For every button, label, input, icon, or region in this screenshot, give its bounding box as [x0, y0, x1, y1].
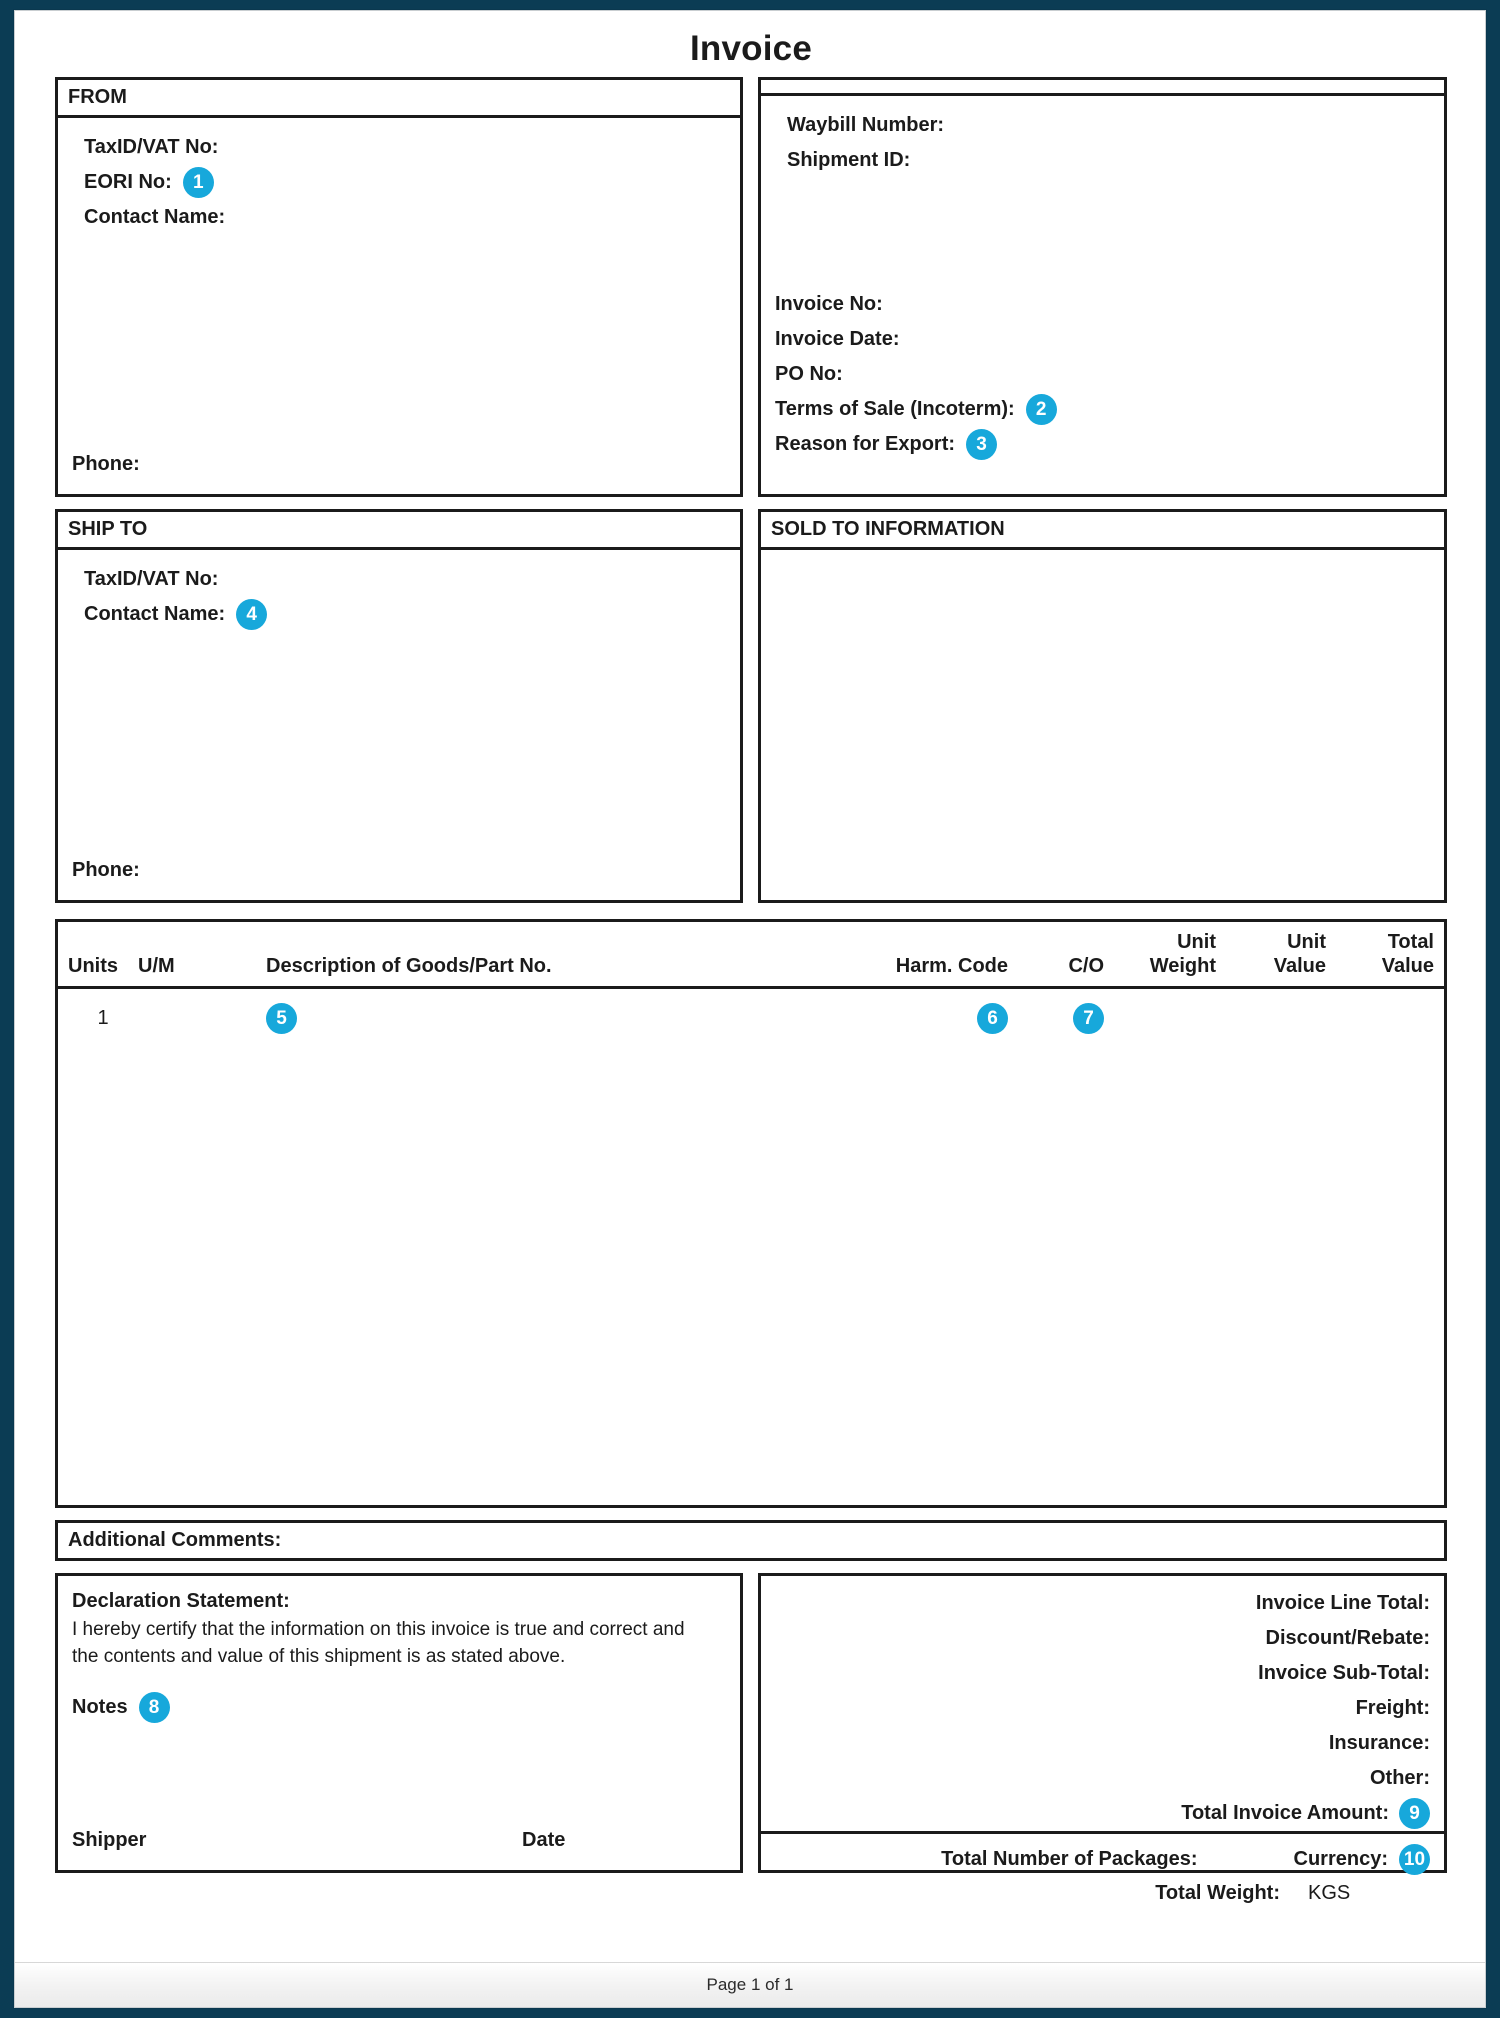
invoice-no-label: Invoice No:: [775, 293, 883, 315]
badge-10-currency[interactable]: 10: [1399, 1844, 1430, 1875]
column-header-unit-value-line1: Unit: [1287, 931, 1326, 953]
badge-9-total-invoice-amount[interactable]: 9: [1399, 1798, 1430, 1829]
badge-8-notes[interactable]: 8: [139, 1692, 170, 1723]
invoice-no-row[interactable]: [775, 287, 1057, 322]
column-header-unit-value: [1216, 930, 1326, 978]
invoice-subtotal-row[interactable]: [761, 1656, 1430, 1691]
column-header-description: Description of Goods/Part No.: [266, 955, 552, 977]
parties-section: [55, 509, 1447, 903]
from-eori-row[interactable]: [72, 165, 726, 200]
totals-amounts-group: [761, 1576, 1444, 1831]
terms-of-sale-row[interactable]: [775, 392, 1057, 427]
totals-summary-group: [761, 1831, 1444, 1910]
shipment-heading: [761, 80, 1444, 96]
total-weight-row[interactable]: [761, 1876, 1430, 1910]
total-invoice-amount-label: Total Invoice Amount:: [1181, 1802, 1389, 1824]
insurance-row[interactable]: [761, 1726, 1430, 1761]
packages-currency-row: [761, 1842, 1430, 1876]
shipment-panel: [758, 77, 1447, 497]
total-weight-value: KGS: [1308, 1882, 1351, 1904]
declaration-body: [58, 1576, 740, 1723]
from-contact-label: Contact Name:: [84, 206, 226, 228]
column-header-um: U/M: [138, 955, 175, 977]
badge-6-harm-code[interactable]: 6: [977, 1003, 1008, 1034]
invoice-line-total-row[interactable]: [761, 1586, 1430, 1621]
additional-comments-label: Additional Comments:: [68, 1529, 282, 1551]
shipment-id-label: Shipment ID:: [787, 149, 911, 171]
column-header-units: Units: [68, 955, 118, 977]
column-header-unit-value-line2: Value: [1273, 955, 1326, 977]
header-section: [55, 77, 1447, 497]
ship-to-taxid-row[interactable]: [72, 562, 726, 597]
ship-to-heading: SHIP TO: [58, 512, 740, 550]
table-row[interactable]: [58, 989, 1444, 1034]
reason-for-export-row[interactable]: [775, 427, 1057, 462]
page-indicator: Page 1 of 1: [706, 1975, 794, 1994]
discount-rebate-label: Discount/Rebate:: [1265, 1627, 1430, 1649]
other-label: Other:: [1370, 1767, 1430, 1789]
sold-to-heading: SOLD TO INFORMATION: [761, 512, 1444, 550]
date-label: Date: [522, 1829, 566, 1851]
from-taxid-label: TaxID/VAT No:: [84, 136, 219, 158]
po-no-label: PO No:: [775, 363, 843, 385]
badge-7-country-of-origin[interactable]: 7: [1073, 1003, 1104, 1034]
totals-panel: [758, 1573, 1447, 1904]
shipper-label: Shipper: [72, 1829, 147, 1851]
badge-3-reason-for-export[interactable]: 3: [966, 429, 997, 460]
column-header-total-value-line2: Value: [1381, 955, 1434, 977]
from-phone-row[interactable]: [72, 447, 140, 482]
declaration-title: Declaration Statement:: [72, 1590, 290, 1612]
footer-section: [55, 1573, 1447, 1904]
column-header-total-value: [1326, 930, 1434, 978]
column-header-unit-weight-line2: Weight: [1149, 955, 1216, 977]
sold-to-panel: [758, 509, 1447, 903]
shipment-body: [761, 96, 1444, 472]
waybill-number-label: Waybill Number:: [787, 114, 945, 136]
invoice-date-label: Invoice Date:: [775, 328, 900, 350]
total-packages-label[interactable]: Total Number of Packages:: [941, 1848, 1198, 1870]
invoice-line-total-label: Invoice Line Total:: [1255, 1592, 1430, 1614]
cell-co[interactable]: [1008, 1003, 1104, 1034]
sold-to-body[interactable]: [761, 550, 1444, 900]
signature-row: [72, 1829, 726, 1852]
total-weight-label: Total Weight:: [1155, 1882, 1280, 1904]
additional-comments-field[interactable]: [55, 1520, 1447, 1561]
column-header-harm-code: Harm. Code: [895, 955, 1008, 977]
other-row[interactable]: [761, 1761, 1430, 1796]
notes-row[interactable]: [72, 1670, 726, 1723]
waybill-number-row[interactable]: [775, 108, 1430, 143]
freight-row[interactable]: [761, 1691, 1430, 1726]
goods-table-body[interactable]: [58, 989, 1444, 1505]
from-eori-label: EORI No:: [84, 171, 172, 193]
ship-to-body: [58, 550, 740, 900]
page-footer: [15, 1962, 1485, 2007]
cell-harm-code[interactable]: [858, 1003, 1008, 1034]
from-body: [58, 118, 740, 494]
ship-to-phone-label: Phone:: [72, 859, 140, 881]
notes-label: Notes: [72, 1696, 128, 1718]
declaration-text: I hereby certify that the information on this invoice is true and correct and the contents and value of this shipment is as stated above.: [72, 1619, 685, 1667]
column-header-unit-weight: [1104, 930, 1216, 978]
from-taxid-row[interactable]: [72, 130, 726, 165]
declaration-panel: [55, 1573, 743, 1873]
from-contact-row[interactable]: [72, 200, 726, 235]
currency-label: Currency:: [1293, 1848, 1388, 1870]
badge-2-terms-of-sale[interactable]: 2: [1026, 394, 1057, 425]
page-title: Invoice: [689, 29, 812, 68]
cell-description[interactable]: [212, 1003, 858, 1034]
badge-1-eori-no[interactable]: 1: [183, 167, 214, 198]
column-header-unit-weight-line1: Unit: [1177, 931, 1216, 953]
goods-table-header: [58, 922, 1444, 989]
invoice-subtotal-label: Invoice Sub-Total:: [1258, 1662, 1430, 1684]
from-panel: [55, 77, 743, 497]
ship-to-panel: [55, 509, 743, 903]
shipment-id-row[interactable]: [775, 143, 1430, 178]
po-no-row[interactable]: [775, 357, 1057, 392]
ship-to-contact-row[interactable]: [72, 597, 726, 632]
currency-group[interactable]: [1294, 1842, 1430, 1876]
total-invoice-amount-row[interactable]: [761, 1796, 1430, 1831]
document-page: [14, 10, 1486, 2008]
badge-4-ship-to-contact-name[interactable]: 4: [236, 599, 267, 630]
discount-rebate-row[interactable]: [761, 1621, 1430, 1656]
ship-to-contact-label: Contact Name:: [84, 603, 226, 625]
shipment-lower-group: [775, 287, 1057, 462]
goods-table: [55, 919, 1447, 1508]
from-heading: FROM: [58, 80, 740, 118]
insurance-label: Insurance:: [1328, 1732, 1430, 1754]
column-header-co: C/O: [1068, 955, 1104, 977]
ship-to-taxid-label: TaxID/VAT No:: [84, 568, 219, 590]
column-header-total-value-line1: Total: [1387, 931, 1434, 953]
terms-of-sale-label: Terms of Sale (Incoterm):: [775, 398, 1015, 420]
badge-5-description-of-goods[interactable]: 5: [266, 1003, 297, 1034]
invoice-date-row[interactable]: [775, 322, 1057, 357]
from-phone-label: Phone:: [72, 453, 140, 475]
freight-label: Freight:: [1355, 1697, 1430, 1719]
ship-to-phone-row[interactable]: [72, 853, 140, 888]
reason-for-export-label: Reason for Export:: [775, 433, 956, 455]
invoice-sheet: [15, 11, 1486, 1964]
cell-units: 1: [97, 1007, 109, 1029]
